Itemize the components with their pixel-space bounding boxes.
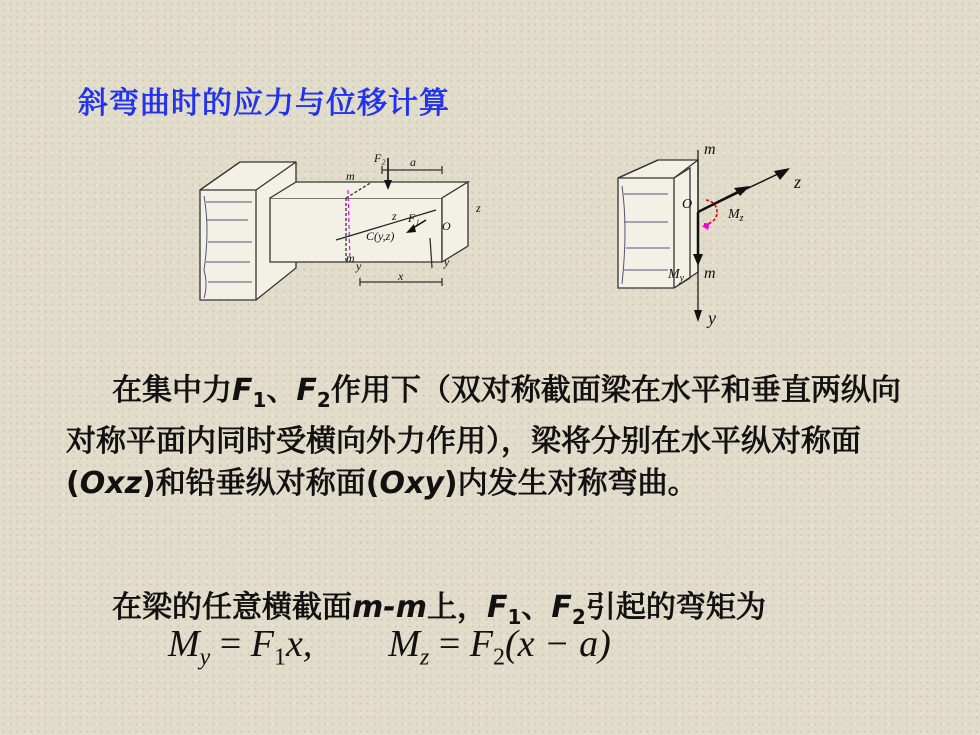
slide-title: 斜弯曲时的应力与位移计算 bbox=[78, 86, 450, 121]
section-moment-figure bbox=[614, 138, 824, 333]
label-Mz: $M_z$ bbox=[728, 207, 744, 224]
label-O: O bbox=[442, 219, 451, 233]
label-y-right: y bbox=[444, 255, 450, 269]
label-x: x bbox=[398, 269, 404, 283]
cantilever-beam-figure bbox=[196, 150, 496, 305]
label-m-top: m bbox=[346, 169, 355, 183]
label-z: z bbox=[476, 201, 481, 215]
label-F1: F₁ bbox=[408, 211, 420, 225]
label-C: C(y,z) bbox=[366, 229, 395, 243]
label-y: y bbox=[708, 308, 716, 328]
label-z-inner: z bbox=[392, 209, 397, 223]
moment-intro-line: 在梁的任意横截面m-m上，$F_1$、$F_2$引起的弯矩为 bbox=[112, 590, 766, 629]
label-a: a bbox=[410, 155, 416, 169]
beam-body bbox=[270, 198, 442, 262]
label-z: z bbox=[794, 172, 802, 192]
label-My: $M_y$ bbox=[668, 267, 685, 284]
label-y-left: y bbox=[356, 259, 362, 273]
label-m-bottom: m bbox=[704, 265, 716, 282]
wall-block bbox=[618, 160, 698, 288]
explanation-paragraph: 在集中力$F_1$、$F_2$作用下（双对称截面梁在水平和垂直两纵向对称平面内同时受横向外力作用），梁将分别在水平纵对称面(Oxz)和铅垂纵对称面(Oxy)内发生对称弯曲。 bbox=[66, 373, 901, 501]
label-O: O bbox=[682, 197, 693, 212]
label-m-top: m bbox=[704, 141, 716, 158]
label-F2: F₂ bbox=[374, 151, 386, 165]
label-m-bottom: m bbox=[346, 251, 355, 265]
moment-formula: $M_y = F_1x$, $M_z = F_2(x - a)$ bbox=[168, 623, 611, 671]
